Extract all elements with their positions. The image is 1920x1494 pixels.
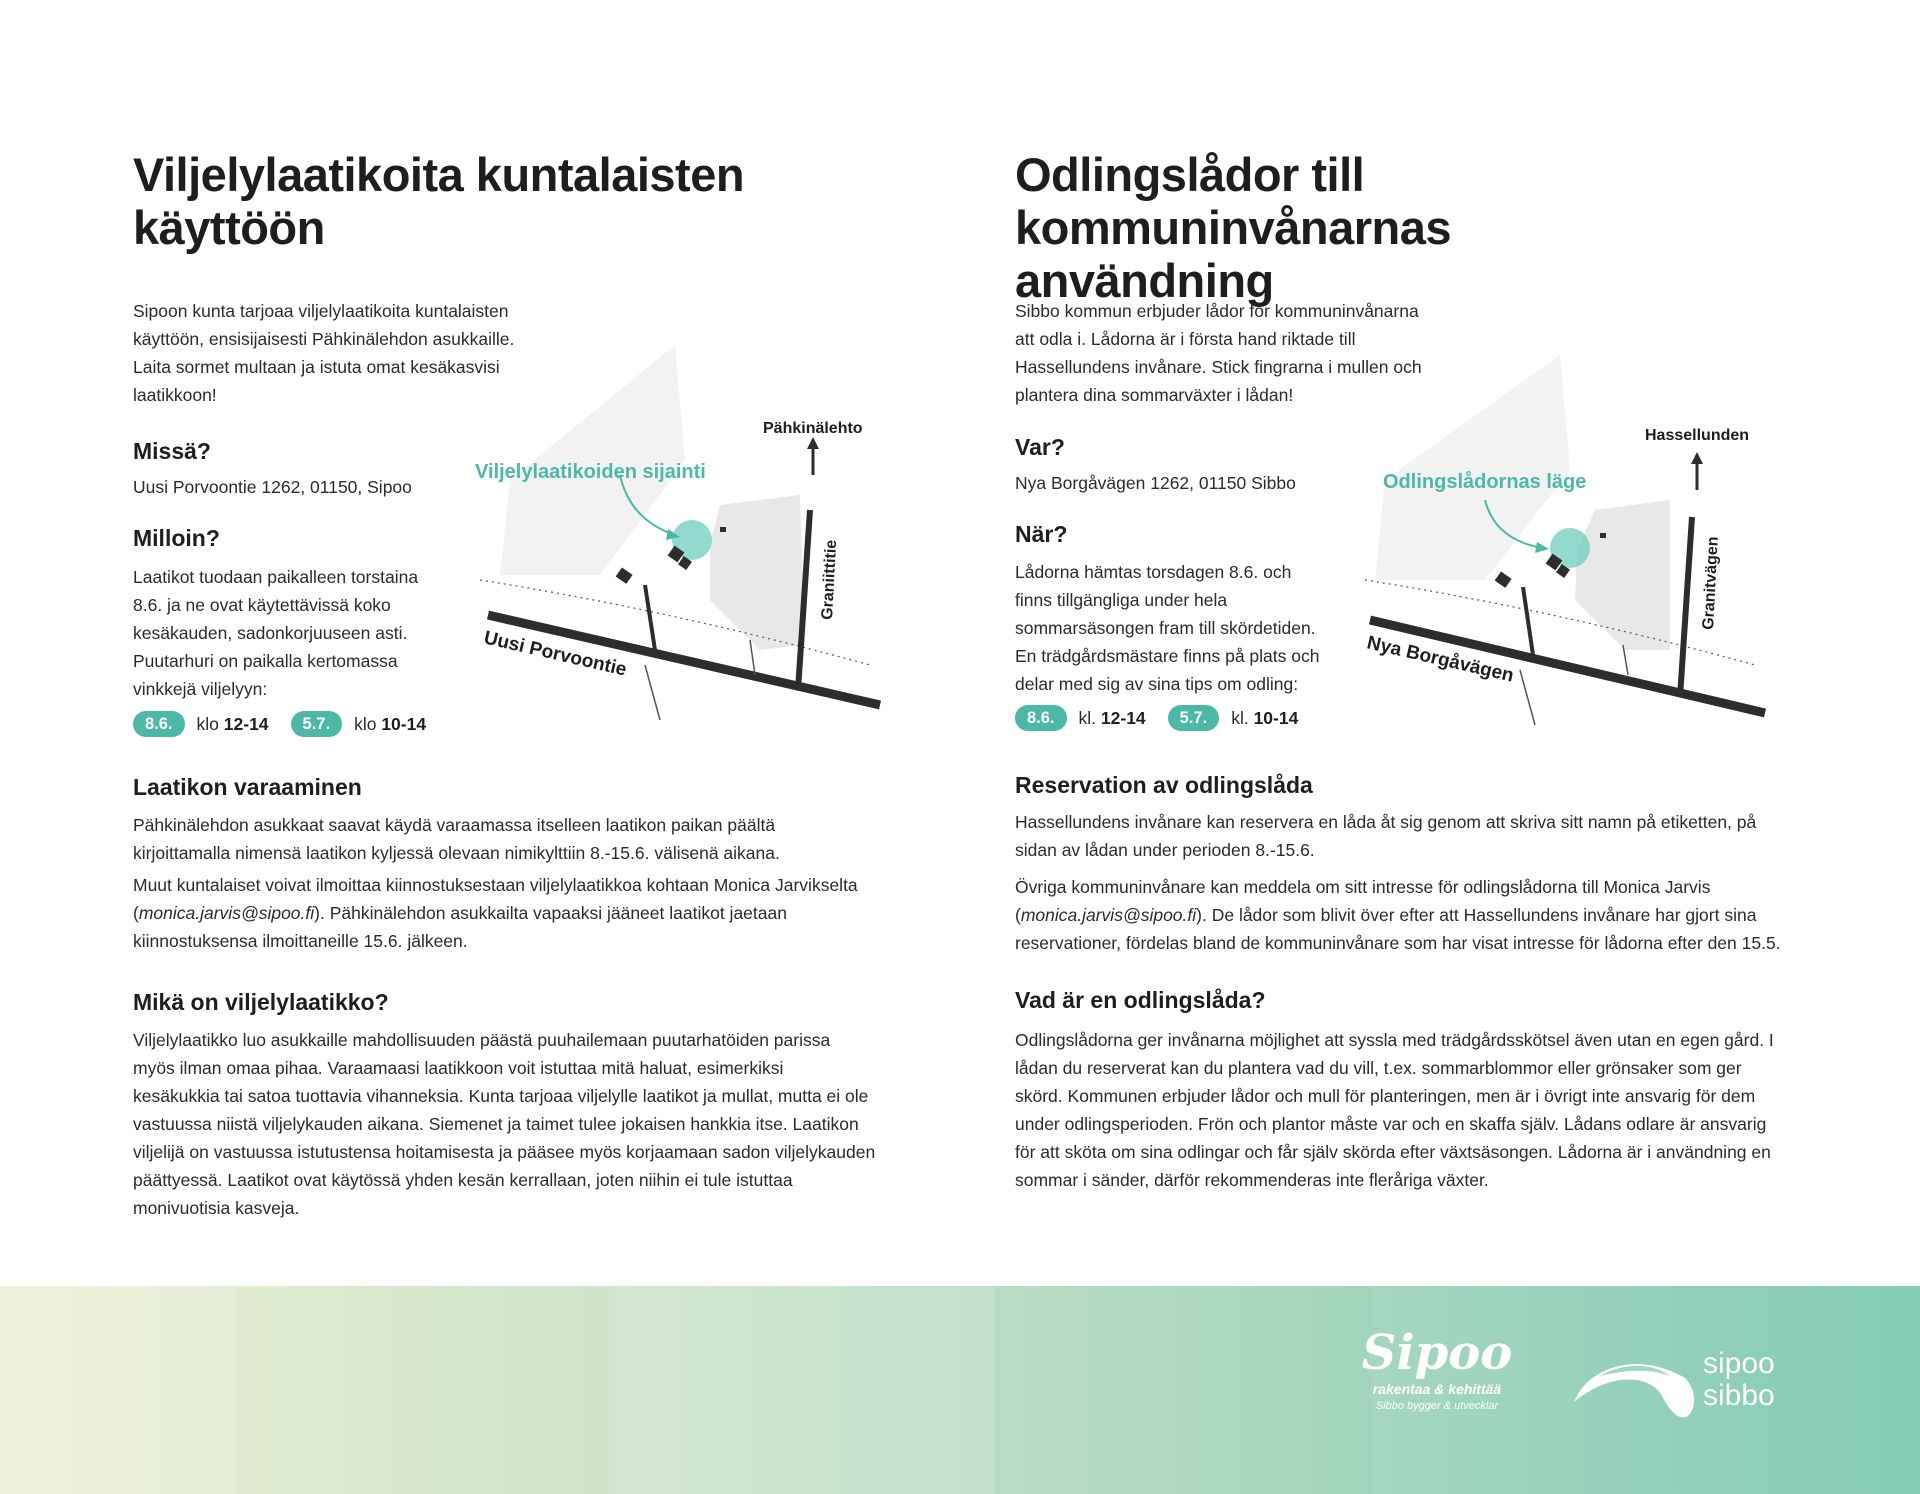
reserve-text-1-fi: Pähkinälehdon asukkaat saavat käydä varaamassa itselleen laatikon paikan päältä kirjoittamalla nimensä laatikon kyljessä olevaan nimikylttiin 8.-15.6. välisenä aikana. xyxy=(133,815,780,863)
map-area xyxy=(1575,500,1670,650)
schedule-slot: 8.6. klo 12-14 xyxy=(133,710,269,738)
map-line xyxy=(750,640,755,675)
map-area xyxy=(500,345,685,575)
reserve-text-2-sv: Övriga kommuninvånare kan meddela om sitt intresse för odlingslådorna till Monica Jarvis (monica.jarvis@sipoo.fi). De lådor som blivit över efter att Hassellundens invånare har gjort sina reservationer, fördelas bland de kommuninvånare som har visat intresse för lådorna efter den 15.5. xyxy=(1015,877,1781,953)
date-badge: 8.6. xyxy=(133,711,185,737)
sipoo-rakentaa-logo: Sipoo rakentaa & kehittää Sibbo bygger & utvecklar xyxy=(1361,1325,1513,1412)
side-road-label: Granitvägen xyxy=(1700,536,1722,631)
where-heading-fi: Missä? xyxy=(133,438,211,464)
north-label: Hassellunden xyxy=(1645,427,1750,444)
side-road xyxy=(1680,517,1692,697)
when-heading-fi: Milloin? xyxy=(133,525,220,551)
building xyxy=(616,567,633,583)
arrow-head xyxy=(807,437,819,449)
email-link[interactable]: monica.jarvis@sipoo.fi xyxy=(1020,905,1197,925)
footer-band xyxy=(0,1286,1920,1494)
location-label: Viljelylaatikoiden sijainti xyxy=(475,461,706,483)
location-label: Odlingslådornas läge xyxy=(1383,471,1587,493)
date-badge: 5.7. xyxy=(291,711,343,737)
where-address-sv: Nya Borgåvägen 1262, 01150 Sibbo xyxy=(1015,473,1296,493)
when-text-sv: Lådorna hämtas torsdagen 8.6. och finns tillgängliga under hela sommarsäsongen fram till skördetiden. En trädgårdsmästare finns på plats och delar med sig av sina tips om odling: xyxy=(1015,562,1320,694)
intro-text-sv: Sibbo kommun erbjuder lådor för kommuninvånarna att odla i. Lådorna är i första hand riktade till Hassellundens invånare. Stick fingrarna i mullen och plantera dina sommarväxter i lådan! xyxy=(1015,301,1422,405)
main-road-label: Uusi Porvoontie xyxy=(481,627,629,681)
what-heading-fi: Mikä on viljelylaatikko? xyxy=(133,989,389,1015)
sipoo-emblem-icon xyxy=(1570,1346,1700,1426)
location-map-fi xyxy=(470,345,900,725)
main-road-label: Nya Borgåvägen xyxy=(1364,632,1516,687)
map-line xyxy=(1520,670,1535,725)
map-line xyxy=(645,665,660,720)
schedule-slot: 5.7. kl. 10-14 xyxy=(1168,704,1299,732)
map-area xyxy=(710,495,805,650)
what-text-fi: Viljelylaatikko luo asukkaille mahdollisuuden päästä puuhailemaan puutarhatöiden parissa myös ilman omaa pihaa. Varaamaasi laatikkoon voit istuttaa mitä haluat, esimerkiksi kesäkukkia tai satoa tuottavia vihanneksia. Kunta tarjoaa viljelylle laatikot ja mullat, mutta ei ole vastuussa niistä viljelykauden aikana. Siemenet ja taimet tulee jokaisen hankkia itse. Laatikon viljelijä on vastuussa istutustensa hoitamisesta ja pääsee myös korjaamaan sadon viljelykauden päättyessä. Laatikot ovat käytössä yhden kesän kerrallaan, joten niihin ei tule istuttaa monivuotisia kasveja. xyxy=(133,1030,876,1218)
where-heading-sv: Var? xyxy=(1015,434,1065,460)
schedule-slot: 8.6. kl. 12-14 xyxy=(1015,704,1146,732)
schedule-fi xyxy=(133,710,448,738)
schedule-sv xyxy=(1015,704,1320,732)
email-link[interactable]: monica.jarvis@sipoo.fi xyxy=(138,903,315,923)
building xyxy=(1600,533,1606,538)
reserve-text-1-sv: Hassellundens invånare kan reservera en låda åt sig genom att skriva sitt namn på etiketten, på sidan av lådan under perioden 8.-15.6. xyxy=(1015,812,1757,860)
arrow-head xyxy=(1691,452,1703,464)
when-heading-sv: När? xyxy=(1015,521,1068,547)
what-heading-sv: Vad är en odlingslåda? xyxy=(1015,987,1266,1013)
reserve-heading-sv: Reservation av odlingslåda xyxy=(1015,772,1313,798)
location-map-sv xyxy=(1355,355,1785,735)
intro-text-fi: Sipoon kunta tarjoaa viljelylaatikoita kuntalaisten käyttöön, ensisijaisesti Pähkinälehdon asukkaille. Laita sormet multaan ja istuta omat kesäkasvisi laatikkoon! xyxy=(133,301,515,405)
schedule-slot: 5.7. klo 10-14 xyxy=(291,710,427,738)
access-road xyxy=(645,585,655,650)
building xyxy=(1495,571,1512,587)
building xyxy=(720,527,726,532)
when-text-fi: Laatikot tuodaan paikalleen torstaina 8.6. ja ne ovat käytettävissä koko kesäkauden, sadonkorjuuseen asti. Puutarhuri on paikalla kertomassa vinkkejä viljelyyn: xyxy=(133,567,419,699)
what-text-sv: Odlingslådorna ger invånarna möjlighet att syssla med trädgårdsskötsel även utan en egen gård. I lådan du reserverat kan du plantera vad du vill, t.ex. sommarblommor eller grönsaker som ger skörd. Kommunen erbjuder lådor och mull för planteringen, men är i övrigt inte ansvarig för dem under odlingsperioden. Frön och plantor måste var och en skaffa själv. Lådans odlare är ansvarig för att sköta om sina odlingar och får själv skörda efter växtsäsongen. Lådorna är i användning en sommar i sänder, därför rekommenderas inte fleråriga växter. xyxy=(1015,1030,1774,1190)
reserve-text-2-fi: Muut kuntalaiset voivat ilmoittaa kiinnostuksestaan viljelylaatikkoa kohtaan Monica Jarvikselta (monica.jarvis@sipoo.fi). Pähkinälehdon asukkailta vapaaksi jääneet laatikot jaetaan kiinnostuksensa ilmoittaneille 15.6. jälkeen. xyxy=(133,875,858,951)
page-title-fi: Viljelylaatikoita kuntalaisten käyttöön xyxy=(133,148,745,254)
date-badge: 8.6. xyxy=(1015,705,1067,731)
sipoo-sibbo-wordmark: sipoo sibbo xyxy=(1703,1347,1775,1412)
where-address-fi: Uusi Porvoontie 1262, 01150, Sipoo xyxy=(133,477,412,497)
access-road xyxy=(1523,587,1533,655)
side-road-label: Graniittitie xyxy=(819,539,841,621)
reserve-heading-fi: Laatikon varaaminen xyxy=(133,774,362,800)
page-title-sv: Odlingslådor till kommuninvånarnas användning xyxy=(1015,148,1452,307)
north-label: Pähkinälehto xyxy=(763,420,863,437)
date-badge: 5.7. xyxy=(1168,705,1220,731)
arrow-head xyxy=(1535,542,1549,553)
